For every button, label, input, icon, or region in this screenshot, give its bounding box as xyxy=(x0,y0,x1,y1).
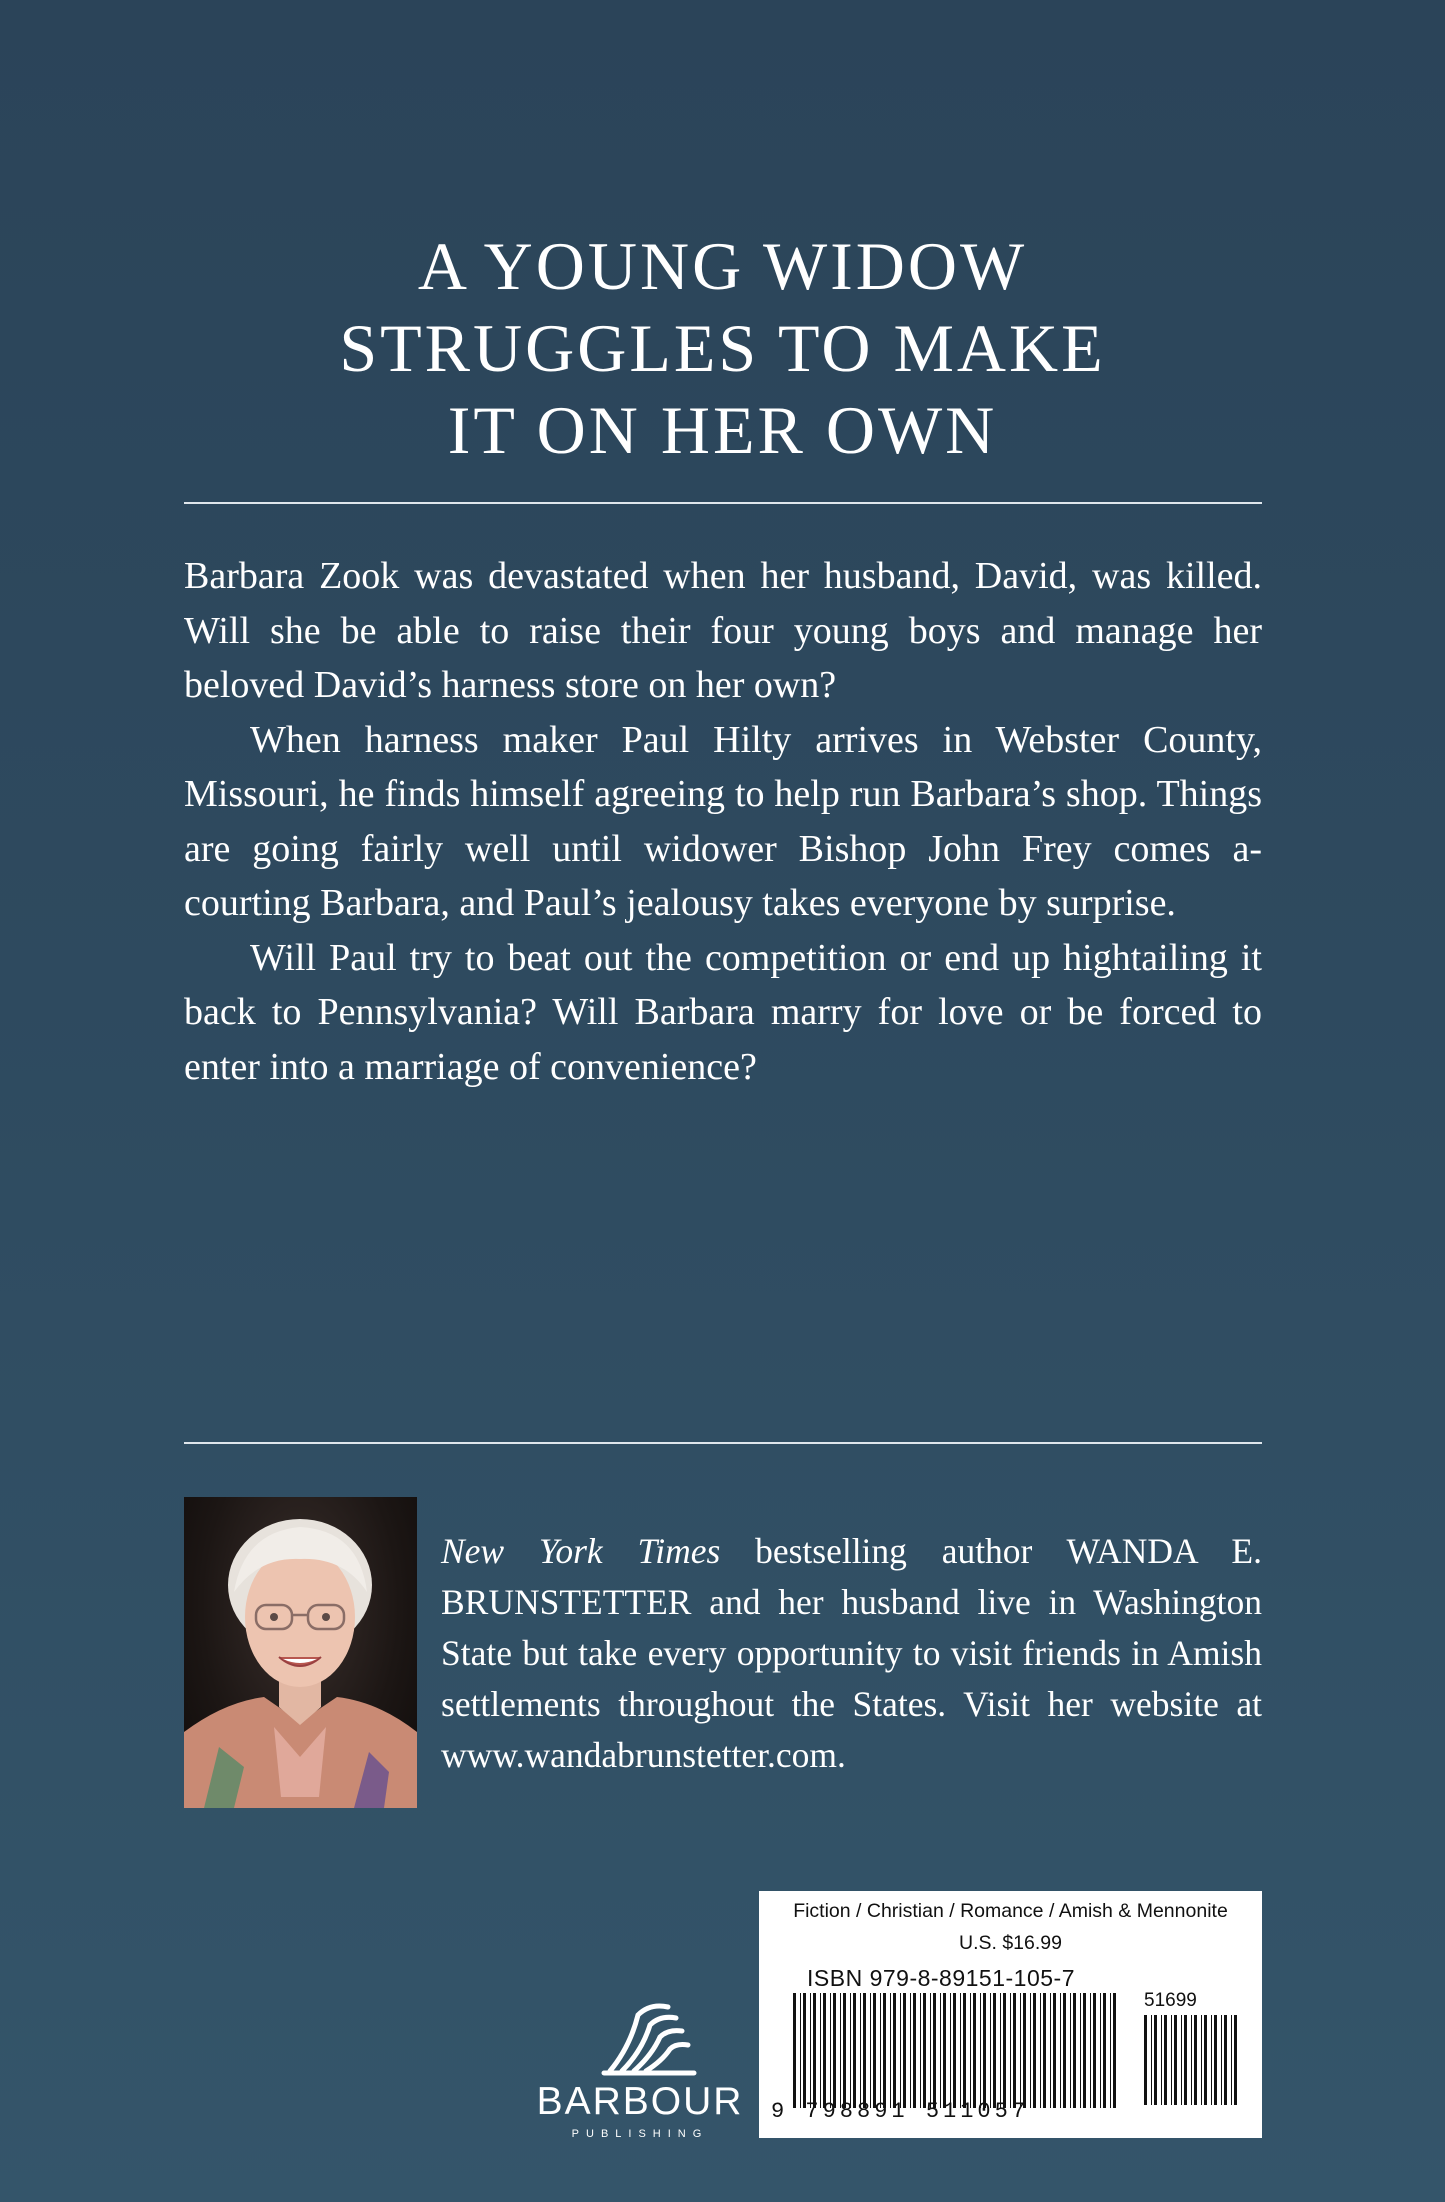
bottom-divider xyxy=(184,1442,1262,1444)
barcode-bar xyxy=(1191,2015,1192,2105)
isbn-barcode xyxy=(793,1993,1123,2108)
publisher-logo xyxy=(530,1985,750,2145)
barcode-bar xyxy=(1053,1993,1056,2108)
barcode-bar xyxy=(893,1993,896,2108)
barcode-bar xyxy=(903,1993,906,2108)
barcode-bar xyxy=(960,1993,961,2108)
barcode-bar xyxy=(950,1993,951,2108)
barcode-bar xyxy=(880,1993,881,2108)
author-bio xyxy=(441,1526,1262,1781)
barcode-bar xyxy=(1184,2015,1187,2105)
barcode-bar xyxy=(1010,1993,1011,2108)
barcode-bar xyxy=(1154,2015,1157,2105)
barcode-bar xyxy=(823,1993,826,2108)
barcode-bar xyxy=(1100,1993,1101,2108)
barcode-bar xyxy=(920,1993,921,2108)
barcode-bar xyxy=(1103,1993,1106,2108)
barcode-bar xyxy=(1003,1993,1006,2108)
barcode-bar xyxy=(1221,2015,1222,2105)
headline-line-3: IT ON HER OWN xyxy=(447,392,998,468)
book-price: U.S. $16.99 xyxy=(959,1932,1062,1954)
barcode-bar xyxy=(1214,2015,1217,2105)
book-description xyxy=(184,549,1262,1094)
barcode-bar xyxy=(1211,2015,1212,2105)
price-addon-code: 51699 xyxy=(1144,1990,1197,2011)
description-paragraph-2: When harness maker Paul Hilty arrives in Webster County, Missouri, he finds himself agreeing to help run Barbara’s shop. Things are going fairly well until widower Bishop John Frey comes a-courting Barbara, and Paul’s jealousy takes everyone by surprise. xyxy=(184,718,1262,924)
barcode-bar xyxy=(860,1993,861,2108)
barcode-digits: 9 798891 511057 xyxy=(771,2099,1030,2124)
newspaper-name: New York Times xyxy=(441,1531,721,1571)
barcode-bar xyxy=(1161,2015,1162,2105)
barcode-bar xyxy=(1113,1993,1116,2108)
barcode-bar xyxy=(1020,1993,1021,2108)
barcode-bar xyxy=(1144,2015,1147,2105)
barcode-bar xyxy=(1090,1993,1091,2108)
author-bio-text: bestselling author WANDA E. BRUNSTETTER and her husband live in Washington State but take every opportunity to visit friends in Amish settlements throughout the States. Visit her website at www.wandabrunstetter.com. xyxy=(441,1531,1262,1775)
barcode-bar xyxy=(973,1993,976,2108)
book-category: Fiction / Christian / Romance / Amish & Mennonite xyxy=(793,1900,1228,1922)
barcode-bar xyxy=(813,1993,816,2108)
barcode-bar xyxy=(840,1993,841,2108)
barcode-bar xyxy=(1080,1993,1081,2108)
barcode-panel xyxy=(759,1891,1262,2138)
barcode-bar xyxy=(953,1993,956,2108)
headline xyxy=(0,225,1445,471)
barcode-bar xyxy=(850,1993,851,2108)
barcode-bar xyxy=(843,1993,846,2108)
barcode-bar xyxy=(1204,2015,1207,2105)
author-portrait-illustration xyxy=(184,1497,417,1808)
top-divider xyxy=(184,502,1262,504)
barcode-bar xyxy=(1023,1993,1026,2108)
barcode-bar xyxy=(1171,2015,1172,2105)
barcode-bar xyxy=(833,1993,836,2108)
barcode-bar xyxy=(793,1993,796,2108)
barcode-bar xyxy=(970,1993,971,2108)
addon-barcode xyxy=(1144,2015,1244,2105)
barcode-bar xyxy=(1083,1993,1086,2108)
barcode-bar xyxy=(1013,1993,1016,2108)
barcode-bar xyxy=(1234,2015,1237,2105)
barcode-bar xyxy=(1164,2015,1167,2105)
barcode-bar xyxy=(1231,2015,1232,2105)
barcode-bar xyxy=(933,1993,936,2108)
barcode-bar xyxy=(913,1993,916,2108)
isbn-label: ISBN 979-8-89151-105-7 xyxy=(807,1965,1075,1991)
headline-line-2: STRUGGLES TO MAKE xyxy=(339,310,1106,386)
open-book-icon xyxy=(530,1985,750,2080)
barcode-bar xyxy=(1224,2015,1227,2105)
barcode-bar xyxy=(1000,1993,1001,2108)
barcode-bar xyxy=(800,1993,801,2108)
barcode-bar xyxy=(1151,2015,1152,2105)
barcode-bar xyxy=(1070,1993,1071,2108)
barcode-bar xyxy=(940,1993,941,2108)
barcode-bar xyxy=(993,1993,996,2108)
barcode-bar xyxy=(1060,1993,1061,2108)
barcode-bar xyxy=(1030,1993,1031,2108)
barcode-bar xyxy=(830,1993,831,2108)
barcode-bar xyxy=(1043,1993,1046,2108)
barcode-bar xyxy=(910,1993,911,2108)
description-paragraph-3: Will Paul try to beat out the competition or end up hightailing it back to Pennsylvania? Will Barbara marry for love or be forced to enter into a marriage of convenience? xyxy=(184,936,1262,1088)
barcode-bar xyxy=(883,1993,886,2108)
barcode-bar xyxy=(1194,2015,1197,2105)
barcode-bar xyxy=(853,1993,856,2108)
barcode-bar xyxy=(873,1993,876,2108)
barcode-bar xyxy=(890,1993,891,2108)
barcode-bar xyxy=(1110,1993,1111,2108)
publisher-subtitle: PUBLISHING xyxy=(571,2128,709,2140)
barcode-bar xyxy=(820,1993,821,2108)
barcode-bar xyxy=(1201,2015,1202,2105)
publisher-name: BARBOUR xyxy=(536,2080,744,2123)
barcode-bar xyxy=(810,1993,811,2108)
barcode-bar xyxy=(1033,1993,1036,2108)
barcode-bar xyxy=(870,1993,871,2108)
barcode-bar xyxy=(983,1993,986,2108)
barcode-bar xyxy=(900,1993,901,2108)
barcode-bar xyxy=(1181,2015,1182,2105)
author-photo xyxy=(184,1497,417,1808)
barcode-bar xyxy=(863,1993,866,2108)
barcode-bar xyxy=(803,1993,806,2108)
barcode-bar xyxy=(1174,2015,1177,2105)
barcode-bar xyxy=(1040,1993,1041,2108)
barcode-bar xyxy=(1050,1993,1051,2108)
barcode-bar xyxy=(943,1993,946,2108)
barcode-bar xyxy=(963,1993,966,2108)
barcode-bar xyxy=(930,1993,931,2108)
headline-line-1: A YOUNG WIDOW xyxy=(417,228,1028,304)
barcode-bar xyxy=(1073,1993,1076,2108)
barcode-bar xyxy=(1063,1993,1066,2108)
barcode-bar xyxy=(990,1993,991,2108)
barcode-bar xyxy=(923,1993,926,2108)
barcode-bar xyxy=(1093,1993,1096,2108)
description-paragraph-1: Barbara Zook was devastated when her husband, David, was killed. Will she be able to raise their four young boys and manage her beloved David’s harness store on her own? xyxy=(184,555,1262,706)
barcode-bar xyxy=(980,1993,981,2108)
